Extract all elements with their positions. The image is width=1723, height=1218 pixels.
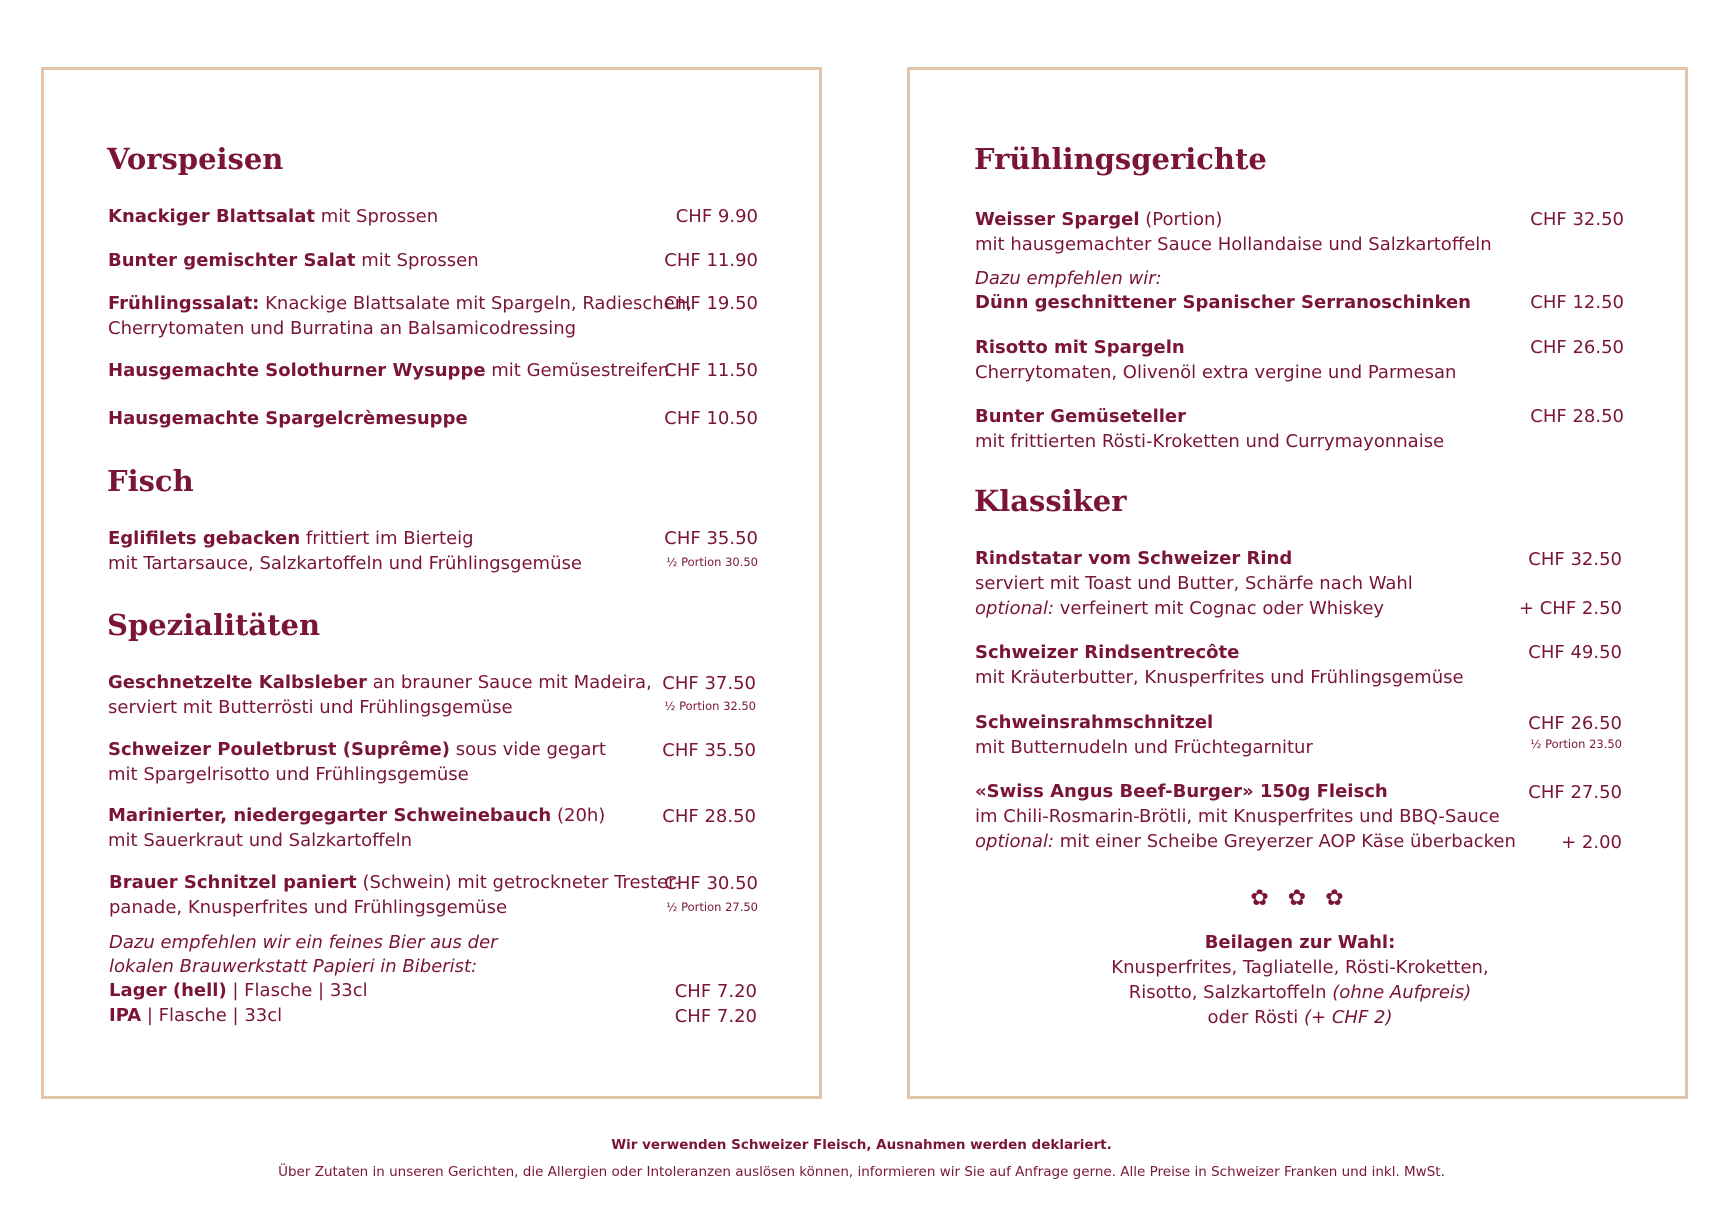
item-price: CHF 11.50: [664, 360, 758, 381]
item-description-line2: panade, Knusperfrites und Frühlingsgemüse: [109, 897, 508, 918]
menu-item: [975, 207, 1222, 232]
option-label: optional:: [975, 598, 1055, 619]
item-price: CHF 35.50: [662, 740, 756, 761]
item-description-line2: Cherrytomaten und Burratina an Balsamicodressing: [108, 318, 577, 339]
item-name: Hausgemachte Spargelcrèmesuppe: [108, 408, 468, 429]
item-description-line2: mit Sauerkraut und Salzkartoffeln: [108, 830, 413, 851]
item-name: Bunter gemischter Salat: [108, 250, 356, 271]
option-text: verfeinert mit Cognac oder Whiskey: [1054, 598, 1385, 619]
item-option: [975, 596, 1384, 621]
item-description-line2: mit frittierten Rösti-Kroketten und Currymayonnaise: [975, 431, 1445, 452]
item-description-line2: mit Spargelrisotto und Frühlingsgemüse: [108, 764, 469, 785]
beilagen-note: (ohne Aufpreis): [1332, 982, 1472, 1003]
item-description-line2: serviert mit Toast und Butter, Schärfe nach Wahl: [975, 573, 1413, 594]
item-price: CHF 32.50: [1528, 549, 1622, 570]
item-name: Eglifilets gebacken: [108, 528, 301, 549]
menu-item: [108, 737, 606, 762]
item-name: Schweizer Rindsentrecôte: [975, 642, 1240, 663]
beilagen-line: Knusperfrites, Tagliatelle, Rösti-Kroketten,: [1111, 957, 1489, 978]
section-title-fruehlingsgerichte: Frühlingsgerichte: [974, 142, 1267, 176]
item-description: an brauner Sauce mit Madeira,: [366, 672, 652, 693]
item-description: mit Sprossen: [314, 206, 439, 227]
menu-item: [108, 526, 474, 551]
beer-recommendation-note: lokalen Brauwerkstatt Papieri in Biberist:: [109, 956, 478, 977]
beer-price: CHF 7.20: [674, 1006, 757, 1027]
item-description-line2: mit Butternudeln und Früchtegarnitur: [975, 737, 1313, 758]
beilagen-line: [1000, 1005, 1600, 1030]
item-description: frittiert im Bierteig: [300, 528, 474, 549]
item-name: Geschnetzelte Kalbsleber: [108, 672, 367, 693]
section-title-vorspeisen: Vorspeisen: [107, 142, 284, 176]
item-name: «Swiss Angus Beef-Burger» 150g Fleisch: [975, 781, 1388, 802]
item-price: CHF 12.50: [1530, 292, 1624, 313]
item-name: Rindstatar vom Schweizer Rind: [975, 548, 1293, 569]
item-price: CHF 32.50: [1530, 209, 1624, 230]
item-option-price: + 2.00: [1561, 832, 1622, 853]
option-label: optional:: [975, 831, 1055, 852]
item-name: Hausgemachte Solothurner Wysuppe: [108, 360, 486, 381]
item-half-portion-price: ½ Portion 23.50: [1530, 737, 1622, 751]
item-name: Risotto mit Spargeln: [975, 337, 1185, 358]
option-text: mit einer Scheibe Greyerzer AOP Käse überbacken: [1054, 831, 1516, 852]
item-price: CHF 26.50: [1530, 337, 1624, 358]
item-description-line2: serviert mit Butterrösti und Frühlingsgemüse: [108, 697, 513, 718]
beer-description: | Flasche | 33cl: [226, 980, 368, 1001]
item-description: mit Sprossen: [355, 250, 479, 271]
item-price: CHF 27.50: [1528, 782, 1622, 803]
footer-allergen-note: Über Zutaten in unseren Gerichten, die Allergien oder Intoleranzen auslösen können, informieren wir Sie auf Anfrage gerne. Alle Preise in Schweizer Franken und inkl. MwSt.: [278, 1164, 1445, 1180]
item-price: CHF 35.50: [664, 528, 758, 549]
beer-item: [109, 978, 368, 1003]
item-price: CHF 10.50: [664, 408, 758, 429]
menu-item: [108, 248, 479, 273]
item-price: CHF 28.50: [662, 806, 756, 827]
item-name: Brauer Schnitzel paniert: [109, 872, 357, 893]
beilagen-note: (+ CHF 2): [1304, 1007, 1393, 1028]
menu-item: [108, 204, 438, 229]
beilagen-text: Risotto, Salzkartoffeln: [1128, 982, 1333, 1003]
item-price: CHF 28.50: [1530, 406, 1624, 427]
beer-price: CHF 7.20: [674, 981, 757, 1002]
section-title-fisch: Fisch: [107, 464, 194, 498]
item-description: (Schwein) mit getrockneter Trester-: [356, 872, 681, 893]
footer-meat-origin-note: Wir verwenden Schweizer Fleisch, Ausnahmen werden deklariert.: [611, 1137, 1112, 1153]
item-description: Knackige Blattsalate mit Spargeln, Radieschen,: [259, 293, 692, 314]
item-description-line2: mit Tartarsauce, Salzkartoffeln und Frühlingsgemüse: [108, 553, 582, 574]
menu-item: [109, 870, 681, 895]
item-price: CHF 11.90: [664, 250, 758, 271]
recommendation-note: Dazu empfehlen wir:: [975, 268, 1162, 289]
item-price: CHF 49.50: [1528, 642, 1622, 663]
item-price: CHF 9.90: [675, 206, 758, 227]
beilagen-text: oder Rösti: [1207, 1007, 1305, 1028]
menu-item: [108, 803, 605, 828]
item-price: CHF 30.50: [664, 873, 758, 894]
beilagen-title: Beilagen zur Wahl:: [1204, 932, 1396, 953]
item-half-portion-price: ½ Portion 27.50: [666, 900, 758, 914]
item-name: Schweizer Pouletbrust (Suprême): [108, 739, 450, 760]
item-half-portion-price: ½ Portion 32.50: [664, 699, 756, 713]
item-description: (Portion): [1139, 209, 1223, 230]
menu-item: [108, 670, 652, 695]
item-option-price: + CHF 2.50: [1518, 598, 1622, 619]
flower-ornament-icon: ✿ ✿ ✿: [1250, 886, 1350, 911]
item-name: Bunter Gemüseteller: [975, 406, 1187, 427]
item-price: CHF 19.50: [664, 293, 758, 314]
item-description-line2: mit Kräuterbutter, Knusperfrites und Frühlingsgemüse: [975, 667, 1464, 688]
beer-item: [109, 1003, 282, 1028]
beer-name: Lager (hell): [109, 980, 227, 1001]
item-description: mit Gemüsestreifen: [485, 360, 670, 381]
item-name: Schweinsrahmschnitzel: [975, 712, 1214, 733]
item-description: (20h): [551, 805, 606, 826]
menu-item: [108, 358, 669, 383]
item-name: Marinierter, niedergegarter Schweinebauch: [108, 805, 552, 826]
beer-name: IPA: [109, 1005, 142, 1026]
item-price: CHF 26.50: [1528, 713, 1622, 734]
item-description-line2: Cherrytomaten, Olivenöl extra vergine und Parmesan: [975, 362, 1457, 383]
item-name: Weisser Spargel: [975, 209, 1140, 230]
menu-item: [108, 291, 692, 316]
section-title-spezialitaeten: Spezialitäten: [107, 608, 321, 642]
section-title-klassiker: Klassiker: [974, 484, 1127, 518]
item-description-line2: mit hausgemachter Sauce Hollandaise und Salzkartoffeln: [975, 234, 1492, 255]
item-name: Dünn geschnittener Spanischer Serranoschinken: [975, 292, 1471, 313]
item-name: Knackiger Blattsalat: [108, 206, 315, 227]
item-option: [975, 829, 1516, 854]
item-description-line2: im Chili-Rosmarin-Brötli, mit Knusperfrites und BBQ-Sauce: [975, 806, 1500, 827]
beilagen-line: [1000, 980, 1600, 1005]
menu-item: [108, 406, 468, 431]
item-description: sous vide gegart: [449, 739, 606, 760]
beer-description: | Flasche | 33cl: [141, 1005, 283, 1026]
beer-recommendation-note: Dazu empfehlen wir ein feines Bier aus der: [109, 932, 498, 953]
item-price: CHF 37.50: [662, 673, 756, 694]
item-name: Frühlingssalat:: [108, 293, 260, 314]
item-half-portion-price: ½ Portion 30.50: [666, 555, 758, 569]
